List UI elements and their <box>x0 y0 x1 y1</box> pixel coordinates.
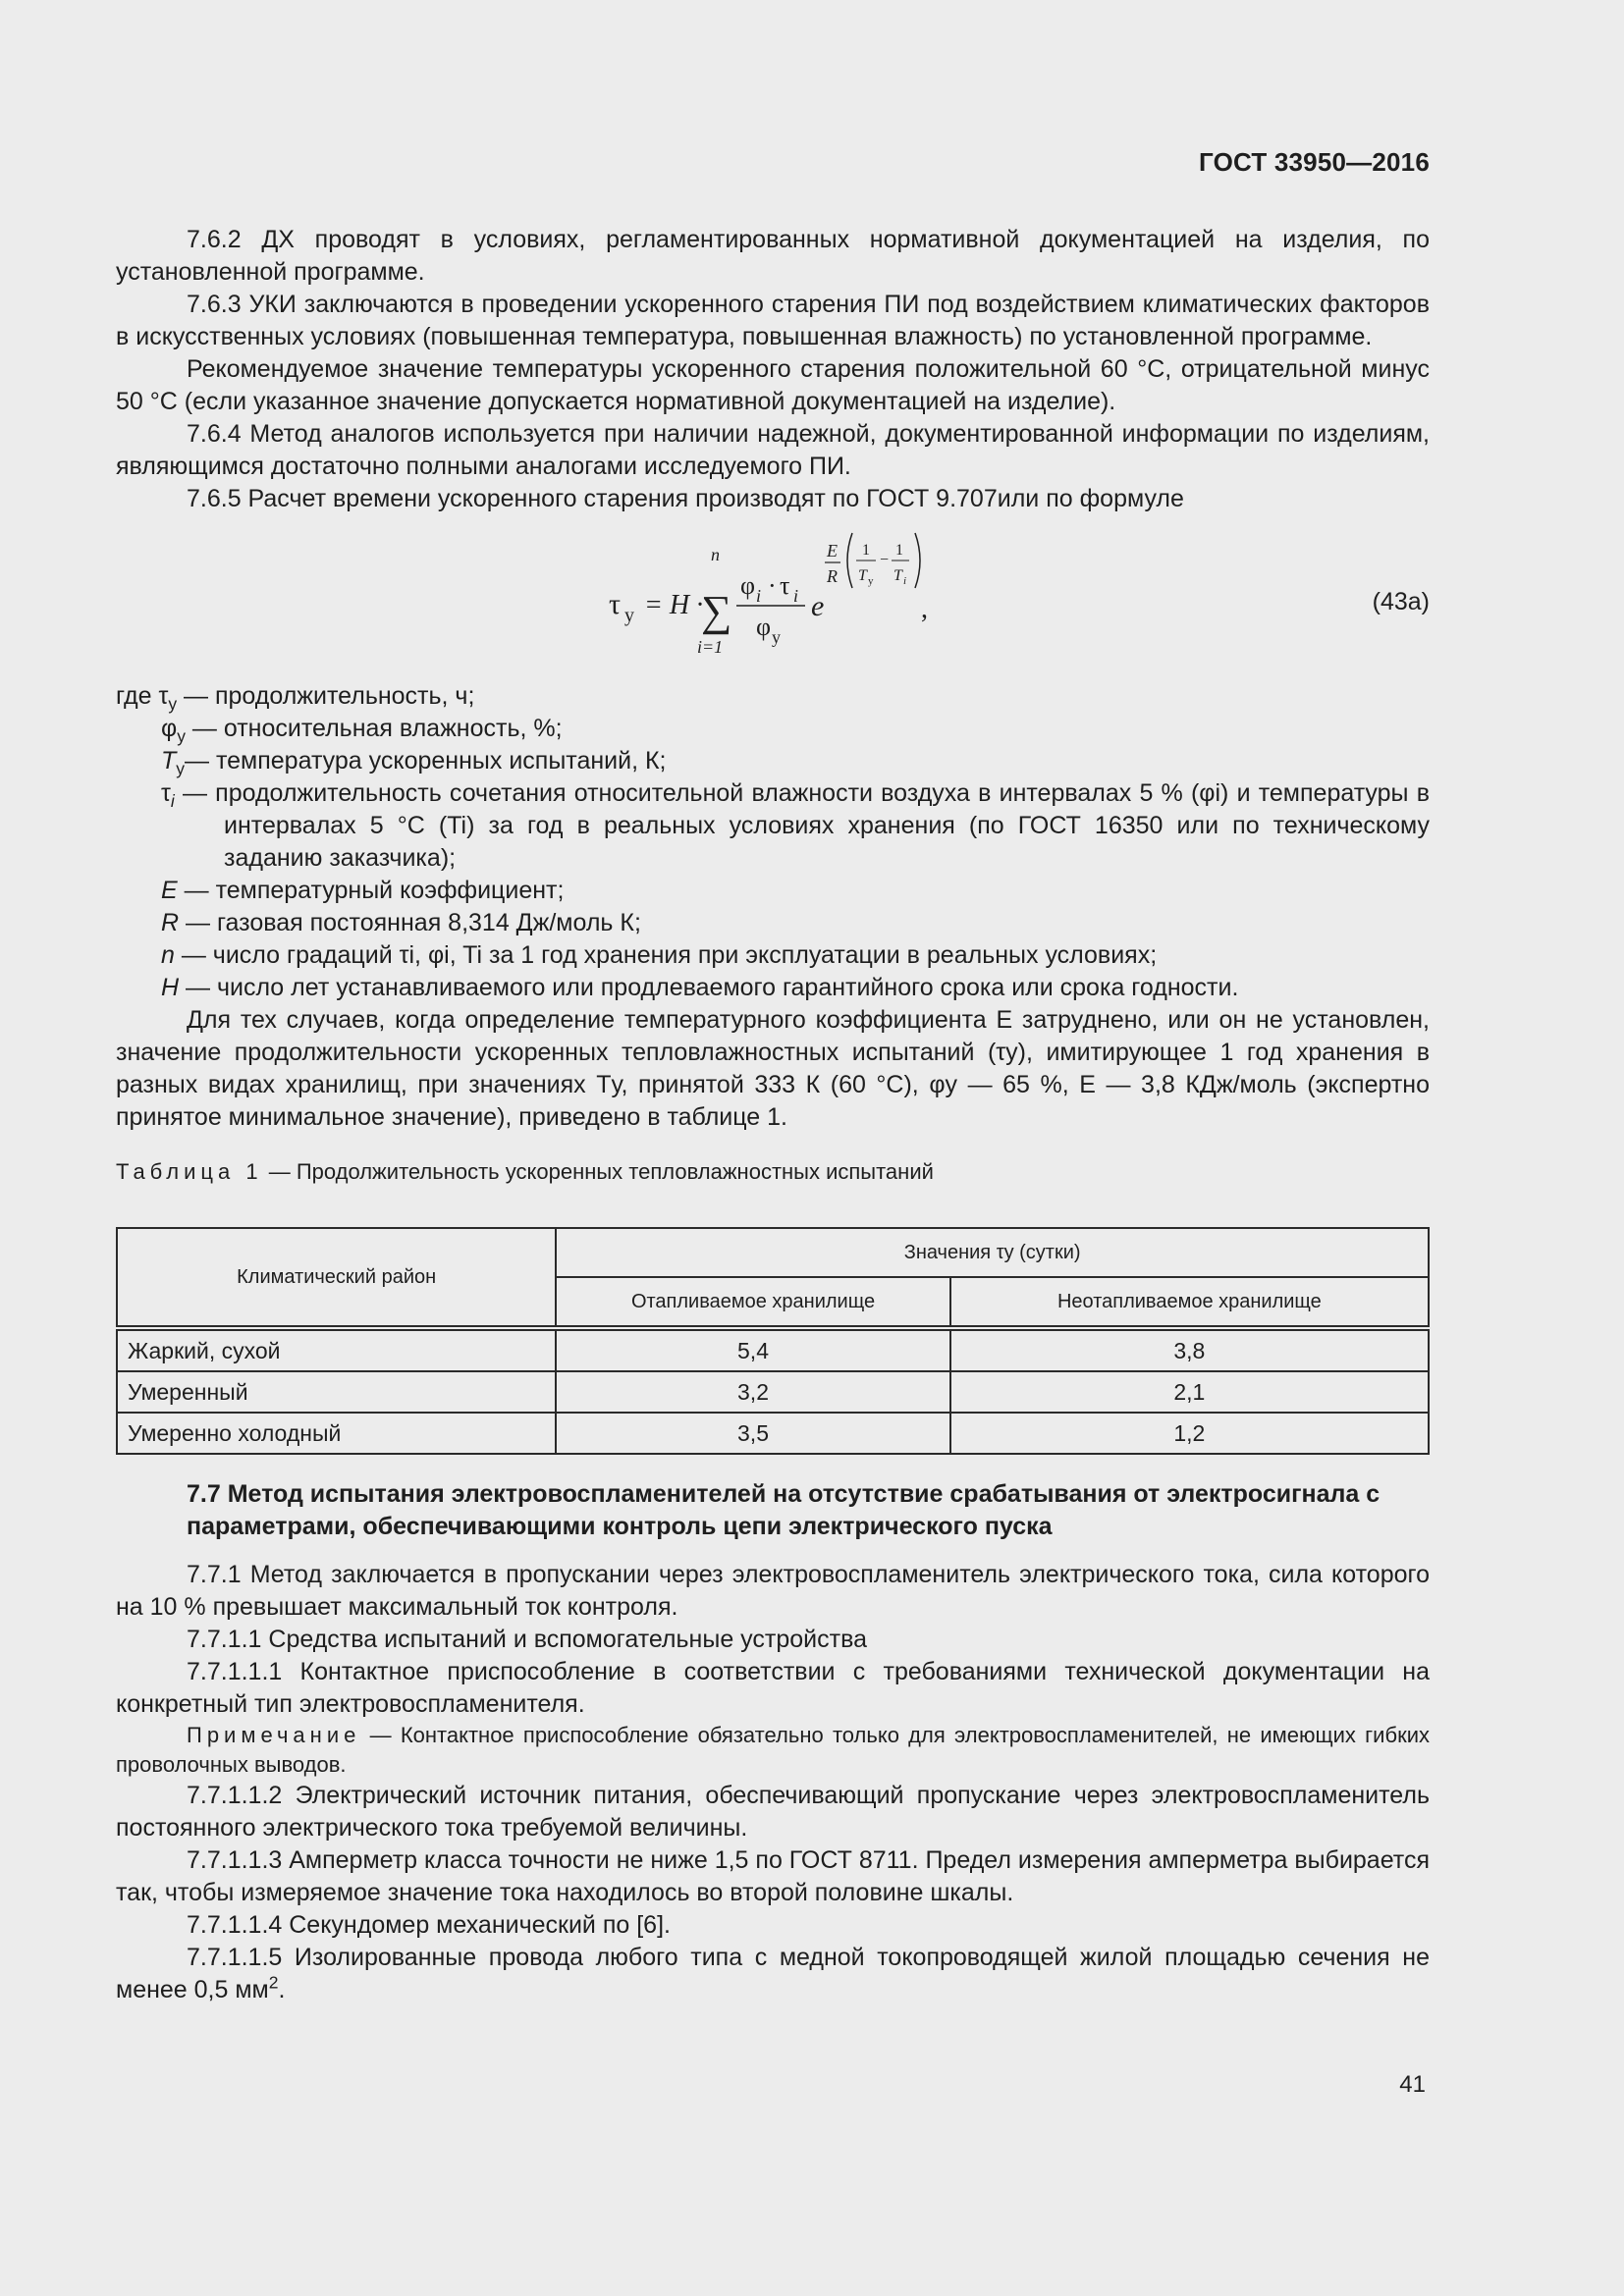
def-symbol-sub: у <box>176 759 186 778</box>
formula-43a <box>609 527 1060 674</box>
paragraph-7-7-1-1-1: 7.7.1.1.1 Контактное приспособление в соответствии с требованиями технической документации на конкретный тип электровоспламенителя. <box>116 1658 1430 1718</box>
table-row <box>117 1413 1429 1454</box>
table-cell-region: Жаркий, сухой <box>117 1328 556 1371</box>
paragraph-7-7-1-1-5 <box>116 1942 1430 2006</box>
table-1 <box>116 1227 1430 1455</box>
table-row <box>117 1371 1429 1413</box>
def-text: — температура ускоренных испытаний, К; <box>185 747 667 774</box>
formula-exp-minus: − <box>880 552 890 568</box>
table-cell-region: Умеренно холодный <box>117 1413 556 1454</box>
formula-exp-t1-sub: у <box>868 575 874 587</box>
table-cell-unheated: 1,2 <box>950 1413 1429 1454</box>
table-caption <box>116 1155 1430 1188</box>
header-unheated-storage: Неотапливаемое хранилище <box>950 1277 1429 1328</box>
superscript: 2 <box>268 1972 279 1993</box>
paragraph-text: 7.7.1.1.5 Изолированные провода любого типа с медной токопроводящей жилой площадью сечения не менее 0,5 мм <box>116 1944 1430 2003</box>
definition-tau-y <box>116 680 1430 713</box>
def-text: — число лет устанавливаемого или продлеваемого гарантийного срока или срока годности. <box>179 974 1239 1001</box>
note <box>116 1721 1430 1780</box>
definitions-list <box>116 680 1430 1004</box>
def-symbol-sub: у <box>177 726 186 746</box>
formula-exp-t2-sub: i <box>903 575 907 587</box>
paragraph-7-7-1-1-2: 7.7.1.1.2 Электрический источник питания, обеспечивающий пропускание через электровоспламенитель постоянного электрического тока требуемой величины. <box>116 1782 1430 1842</box>
table-cell-heated: 3,2 <box>556 1371 949 1413</box>
formula-sum-top: n <box>711 545 720 564</box>
header-heated-storage: Отапливаемое хранилище <box>556 1277 949 1328</box>
paragraph-end: . <box>278 1976 286 2003</box>
formula-exp-one-b: 1 <box>895 542 903 559</box>
paragraph-7-6-2: 7.6.2 ДХ проводят в условиях, регламентированных нормативной документацией на изделия, по установленной программе. <box>116 226 1430 286</box>
right-paren <box>915 533 920 588</box>
formula-sum-bottom: i=1 <box>697 637 724 657</box>
formula-num2: τ <box>780 571 790 600</box>
paragraph-table-intro: Для тех случаев, когда определение температурного коэффициента E затруднено, или он не установлен, значение продолжительности ускоренных тепловлажностных испытаний (τу), имитирующее 1 год хранения в разных видах хранилищ, при значениях Tу, принятой 333 К (60 °С), φу — 65 %, E — 3,8 КДж/моль (экспертно принятое минимальное значение), приведено в таблице 1. <box>116 1006 1430 1131</box>
formula-lhs: τ <box>609 588 622 620</box>
def-text: — газовая постоянная 8,314 Дж/моль К; <box>179 909 641 936</box>
table-cell-heated: 3,5 <box>556 1413 949 1454</box>
formula-block <box>116 527 1430 676</box>
table-caption-label: Таблица 1 <box>116 1159 263 1184</box>
def-symbol: H <box>161 974 180 1001</box>
paragraph-7-6-4: 7.6.4 Метод аналогов используется при наличии надежной, документированной информации по изделиям, являющимся достаточно полными аналогами исследуемого ПИ. <box>116 420 1430 480</box>
document-header: ГОСТ 33950—2016 <box>1199 147 1430 177</box>
formula-exp-t2: T <box>893 567 902 584</box>
formula-exp-one-a: 1 <box>862 542 870 559</box>
def-symbol: E <box>161 877 178 904</box>
formula-den: φ <box>756 613 772 641</box>
def-symbol: φ <box>161 715 178 742</box>
table-row <box>117 1328 1429 1371</box>
paragraph-7-6-5: 7.6.5 Расчет времени ускоренного старения производят по ГОСТ 9.707или по формуле <box>187 485 1184 512</box>
def-text: — относительная влажность, %; <box>185 715 563 742</box>
def-symbol: R <box>161 909 180 936</box>
formula-exp-e: E <box>827 541 838 561</box>
document-body <box>116 224 1430 2006</box>
def-symbol: T <box>161 747 177 774</box>
paragraph-7-7-1-1-3: 7.7.1.1.3 Амперметр класса точности не ниже 1,5 по ГОСТ 8711. Предел измерения амперметра выбирается так, чтобы измеряемое значение тока находилось во второй половине шкалы. <box>116 1846 1430 1906</box>
equation-number: (43а) <box>1372 588 1430 615</box>
def-text: — число градаций τi, φi, Ti за 1 год хранения при эксплуатации в реальных условиях; <box>174 941 1158 969</box>
def-text: — температурный коэффициент; <box>177 877 565 904</box>
paragraph-recommended-temperature: Рекомендуемое значение температуры ускоренного старения положительной 60 °С, отрицательной минус 50 °С (если указанное значение допускается нормативной документацией на изделие). <box>116 355 1430 415</box>
def-text: — продолжительность, ч; <box>177 682 475 710</box>
formula-num: φ <box>740 571 756 600</box>
formula-eq: = H · <box>644 590 704 620</box>
formula-num-sub: i <box>756 586 762 606</box>
page-number: 41 <box>1399 2071 1426 2098</box>
definition-tau-i <box>116 777 1430 875</box>
definition-prefix: где <box>116 682 159 710</box>
table-cell-unheated: 3,8 <box>950 1328 1429 1371</box>
paragraph-7-6-3: 7.6.3 УКИ заключаются в проведении ускоренного старения ПИ под воздействием климатических факторов в искусственных условиях (повышенная температура, повышенная влажность) по установленной программе. <box>116 291 1430 350</box>
section-heading-7-7: 7.7 Метод испытания электровоспламенителей на отсутствие срабатывания от электросигнала с параметрами, обеспечивающими контроль цепи электрического пуска <box>187 1480 1380 1540</box>
def-text: — продолжительность сочетания относительной влажности воздуха в интервалах 5 % (φi) и температуры в интервалах 5 °С (Ti) за год в реальных условиях хранения (по ГОСТ 16350 или по техническому заданию заказчика); <box>174 779 1430 872</box>
paragraph-7-7-1: 7.7.1 Метод заключается в пропускании через электровоспламенитель электрического тока, сила которого на 10 % превышает максимальный ток контроля. <box>116 1561 1430 1621</box>
header-climatic-region: Климатический район <box>117 1228 556 1328</box>
definition-e <box>116 875 1430 907</box>
table-cell-unheated: 2,1 <box>950 1371 1429 1413</box>
def-symbol-sub: у <box>168 694 178 714</box>
note-text: — Контактное приспособление обязательно только для электровоспламенителей, не имеющих гибких проволочных выводов. <box>116 1723 1430 1777</box>
def-symbol: n <box>161 941 175 969</box>
table-cell-region: Умеренный <box>117 1371 556 1413</box>
formula-num-dot: · <box>768 571 777 600</box>
def-symbol: τ <box>158 682 169 710</box>
formula-den-sub: у <box>772 627 781 647</box>
def-symbol-sub: i <box>170 791 175 811</box>
formula-num2-sub: i <box>793 586 799 606</box>
definition-phi-y <box>116 713 1430 745</box>
definition-r <box>116 907 1430 939</box>
table-cell-heated: 5,4 <box>556 1328 949 1371</box>
note-label: Примечание <box>187 1723 361 1747</box>
formula-e: e <box>811 590 825 622</box>
formula-comma: , <box>921 594 928 624</box>
def-symbol: τ <box>161 779 171 807</box>
paragraph-7-7-1-1-4: 7.7.1.1.4 Секундомер механический по [6]. <box>187 1911 671 1939</box>
paragraph-7-7-1-1: 7.7.1.1 Средства испытаний и вспомогательные устройства <box>187 1626 867 1653</box>
formula-lhs-sub: у <box>624 605 634 626</box>
definition-h <box>116 972 1430 1004</box>
definition-t-y <box>116 745 1430 777</box>
formula-exp-t1: T <box>858 567 867 584</box>
table-caption-text: — Продолжительность ускоренных тепловлажностных испытаний <box>262 1159 934 1184</box>
formula-exp-r: R <box>827 566 838 586</box>
header-values-group: Значения τу (сутки) <box>556 1228 1429 1277</box>
sum-symbol: ∑ <box>701 587 732 635</box>
definition-n <box>116 939 1430 972</box>
left-paren <box>847 533 852 588</box>
